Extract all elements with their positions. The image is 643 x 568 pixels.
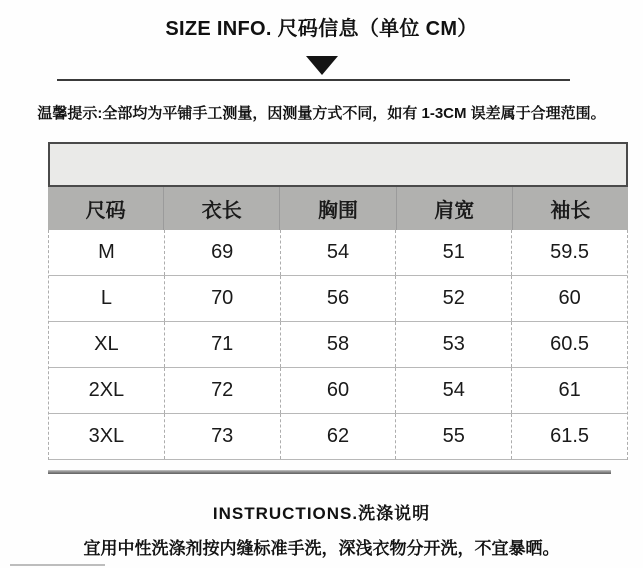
table-top-band bbox=[48, 142, 628, 187]
table-cell: 70 bbox=[164, 276, 280, 321]
table-cell: 60 bbox=[280, 368, 396, 413]
instructions-title: INSTRUCTIONS.洗涤说明 bbox=[212, 504, 431, 523]
column-header-shoulder: 肩宽 bbox=[396, 187, 512, 230]
table-cell: 60 bbox=[511, 276, 627, 321]
table-cell: 54 bbox=[280, 230, 396, 275]
table-cell: 2XL bbox=[88, 379, 125, 401]
measurement-notice: 温馨提示:全部均为平铺手工测量，因测量方式不同，如有 1-3CM 误差属于合理范围。 bbox=[37, 105, 606, 122]
table-cell: 55 bbox=[395, 414, 511, 459]
column-header-length: 衣长 bbox=[163, 187, 279, 230]
table-row bbox=[49, 414, 627, 460]
table-cell: 56 bbox=[280, 276, 396, 321]
triangle-down-icon bbox=[306, 56, 338, 75]
page-title: SIZE INFO. 尺码信息（单位 CM） bbox=[165, 18, 478, 40]
table-cell: 52 bbox=[395, 276, 511, 321]
table-cell: 59.5 bbox=[511, 230, 627, 275]
table-cell: 54 bbox=[395, 368, 511, 413]
table-cell: XL bbox=[94, 333, 119, 355]
table-cell: 3XL bbox=[88, 425, 125, 447]
table-row bbox=[49, 368, 627, 414]
table-header-row bbox=[48, 187, 628, 230]
table-cell: L bbox=[100, 287, 112, 309]
table-row bbox=[49, 322, 627, 368]
column-header-size: 尺码 bbox=[85, 200, 126, 222]
size-table bbox=[48, 142, 628, 460]
table-cell: 61.5 bbox=[511, 414, 627, 459]
bottom-divider-fragment bbox=[10, 564, 105, 566]
divider-line-bottom bbox=[48, 470, 611, 474]
table-cell: 58 bbox=[280, 322, 396, 367]
table-cell: M bbox=[98, 241, 115, 263]
table-row bbox=[49, 230, 627, 276]
washing-instructions: 宜用中性洗涤剂按内缝标准手洗，深浅衣物分开洗，不宜暴晒。 bbox=[83, 539, 560, 558]
table-cell: 53 bbox=[395, 322, 511, 367]
table-cell: 62 bbox=[280, 414, 396, 459]
table-cell: 69 bbox=[164, 230, 280, 275]
table-cell: 51 bbox=[395, 230, 511, 275]
divider-line-top bbox=[57, 79, 570, 81]
table-cell: 73 bbox=[164, 414, 280, 459]
table-cell: 72 bbox=[164, 368, 280, 413]
table-cell: 60.5 bbox=[511, 322, 627, 367]
table-row bbox=[49, 276, 627, 322]
column-header-bust: 胸围 bbox=[279, 187, 395, 230]
table-cell: 61 bbox=[511, 368, 627, 413]
table-body bbox=[48, 230, 628, 460]
table-cell: 71 bbox=[164, 322, 280, 367]
column-header-sleeve: 袖长 bbox=[512, 187, 628, 230]
